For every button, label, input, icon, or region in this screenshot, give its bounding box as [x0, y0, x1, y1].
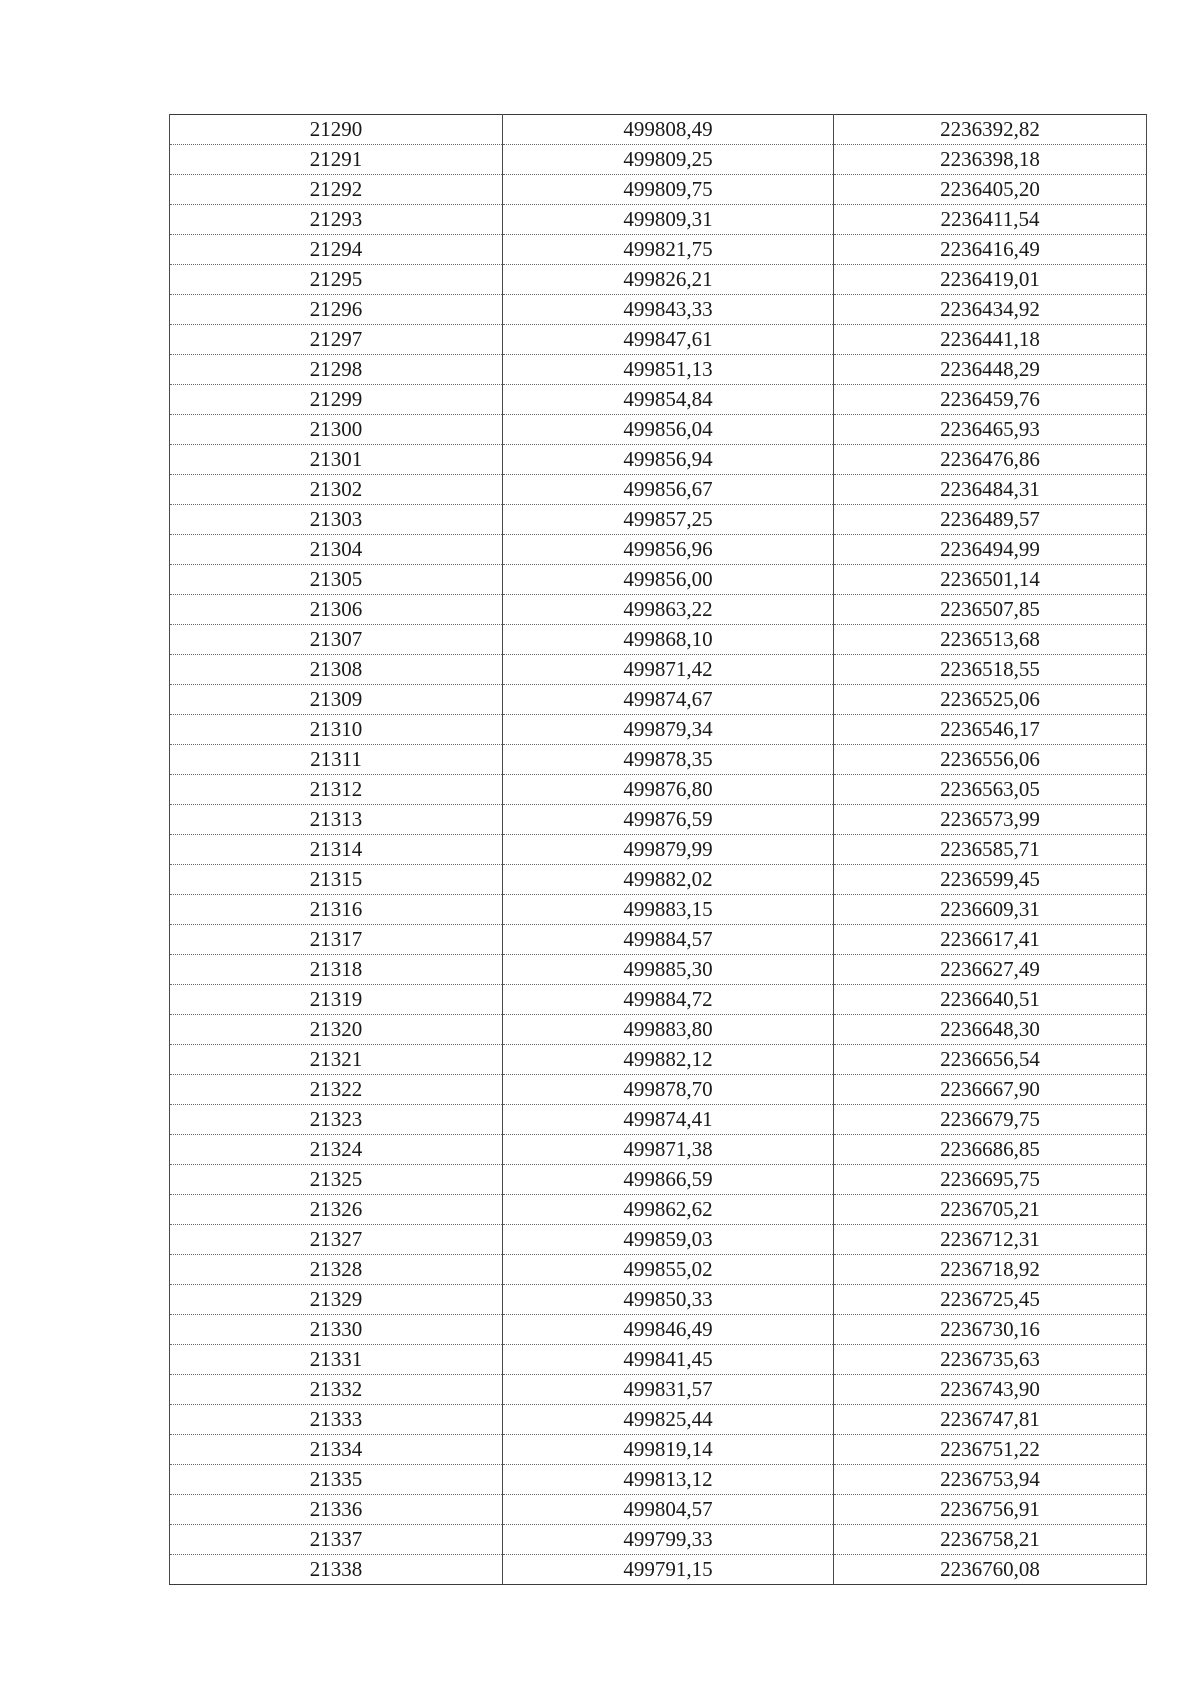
point-number-cell: 21323	[170, 1105, 503, 1135]
y-coordinate-cell: 2236411,54	[834, 205, 1147, 235]
table-row	[170, 1045, 1147, 1075]
x-coordinate-cell: 499879,34	[503, 715, 834, 745]
point-number-cell: 21304	[170, 535, 503, 565]
y-coordinate-cell: 2236513,68	[834, 625, 1147, 655]
x-coordinate-cell: 499859,03	[503, 1225, 834, 1255]
x-coordinate-cell: 499856,94	[503, 445, 834, 475]
y-coordinate-cell: 2236501,14	[834, 565, 1147, 595]
point-number-cell: 21317	[170, 925, 503, 955]
point-number-cell: 21324	[170, 1135, 503, 1165]
x-coordinate-cell: 499856,00	[503, 565, 834, 595]
x-coordinate-cell: 499809,75	[503, 175, 834, 205]
y-coordinate-cell: 2236747,81	[834, 1405, 1147, 1435]
x-coordinate-cell: 499871,38	[503, 1135, 834, 1165]
x-coordinate-cell: 499878,35	[503, 745, 834, 775]
table-row	[170, 745, 1147, 775]
table-row	[170, 325, 1147, 355]
table-row	[170, 415, 1147, 445]
x-coordinate-cell: 499846,49	[503, 1315, 834, 1345]
x-coordinate-cell: 499884,72	[503, 985, 834, 1015]
point-number-cell: 21293	[170, 205, 503, 235]
table-row	[170, 715, 1147, 745]
point-number-cell: 21309	[170, 685, 503, 715]
point-number-cell: 21338	[170, 1555, 503, 1585]
y-coordinate-cell: 2236753,94	[834, 1465, 1147, 1495]
y-coordinate-cell: 2236405,20	[834, 175, 1147, 205]
table-row	[170, 175, 1147, 205]
point-number-cell: 21326	[170, 1195, 503, 1225]
point-number-cell: 21314	[170, 835, 503, 865]
point-number-cell: 21335	[170, 1465, 503, 1495]
point-number-cell: 21311	[170, 745, 503, 775]
point-number-cell: 21325	[170, 1165, 503, 1195]
y-coordinate-cell: 2236656,54	[834, 1045, 1147, 1075]
y-coordinate-cell: 2236476,86	[834, 445, 1147, 475]
y-coordinate-cell: 2236725,45	[834, 1285, 1147, 1315]
x-coordinate-cell: 499856,04	[503, 415, 834, 445]
y-coordinate-cell: 2236751,22	[834, 1435, 1147, 1465]
table-row	[170, 475, 1147, 505]
x-coordinate-cell: 499882,12	[503, 1045, 834, 1075]
table-row	[170, 1165, 1147, 1195]
x-coordinate-cell: 499826,21	[503, 265, 834, 295]
x-coordinate-cell: 499809,25	[503, 145, 834, 175]
y-coordinate-cell: 2236627,49	[834, 955, 1147, 985]
y-coordinate-cell: 2236563,05	[834, 775, 1147, 805]
x-coordinate-cell: 499831,57	[503, 1375, 834, 1405]
table-row	[170, 1285, 1147, 1315]
y-coordinate-cell: 2236667,90	[834, 1075, 1147, 1105]
x-coordinate-cell: 499885,30	[503, 955, 834, 985]
x-coordinate-cell: 499799,33	[503, 1525, 834, 1555]
table-row	[170, 445, 1147, 475]
table-row	[170, 865, 1147, 895]
y-coordinate-cell: 2236494,99	[834, 535, 1147, 565]
y-coordinate-cell: 2236705,21	[834, 1195, 1147, 1225]
x-coordinate-cell: 499884,57	[503, 925, 834, 955]
table-row	[170, 1435, 1147, 1465]
x-coordinate-cell: 499855,02	[503, 1255, 834, 1285]
table-row	[170, 205, 1147, 235]
x-coordinate-cell: 499868,10	[503, 625, 834, 655]
x-coordinate-cell: 499808,49	[503, 115, 834, 145]
point-number-cell: 21319	[170, 985, 503, 1015]
table-row	[170, 1405, 1147, 1435]
point-number-cell: 21296	[170, 295, 503, 325]
point-number-cell: 21306	[170, 595, 503, 625]
table-row	[170, 265, 1147, 295]
table-row	[170, 565, 1147, 595]
table-row	[170, 535, 1147, 565]
y-coordinate-cell: 2236718,92	[834, 1255, 1147, 1285]
point-number-cell: 21330	[170, 1315, 503, 1345]
x-coordinate-cell: 499883,15	[503, 895, 834, 925]
x-coordinate-cell: 499825,44	[503, 1405, 834, 1435]
point-number-cell: 21328	[170, 1255, 503, 1285]
table-row	[170, 925, 1147, 955]
y-coordinate-cell: 2236599,45	[834, 865, 1147, 895]
y-coordinate-cell: 2236489,57	[834, 505, 1147, 535]
x-coordinate-cell: 499813,12	[503, 1465, 834, 1495]
point-number-cell: 21327	[170, 1225, 503, 1255]
table-row	[170, 775, 1147, 805]
y-coordinate-cell: 2236416,49	[834, 235, 1147, 265]
y-coordinate-cell: 2236484,31	[834, 475, 1147, 505]
table-row	[170, 145, 1147, 175]
table-row	[170, 1105, 1147, 1135]
table-row	[170, 235, 1147, 265]
x-coordinate-cell: 499850,33	[503, 1285, 834, 1315]
x-coordinate-cell: 499866,59	[503, 1165, 834, 1195]
table-row	[170, 1135, 1147, 1165]
point-number-cell: 21334	[170, 1435, 503, 1465]
point-number-cell: 21298	[170, 355, 503, 385]
y-coordinate-cell: 2236648,30	[834, 1015, 1147, 1045]
y-coordinate-cell: 2236609,31	[834, 895, 1147, 925]
y-coordinate-cell: 2236465,93	[834, 415, 1147, 445]
table-row	[170, 1525, 1147, 1555]
y-coordinate-cell: 2236525,06	[834, 685, 1147, 715]
point-number-cell: 21300	[170, 415, 503, 445]
x-coordinate-cell: 499851,13	[503, 355, 834, 385]
x-coordinate-cell: 499879,99	[503, 835, 834, 865]
y-coordinate-cell: 2236743,90	[834, 1375, 1147, 1405]
x-coordinate-cell: 499882,02	[503, 865, 834, 895]
y-coordinate-cell: 2236507,85	[834, 595, 1147, 625]
point-number-cell: 21332	[170, 1375, 503, 1405]
y-coordinate-cell: 2236679,75	[834, 1105, 1147, 1135]
point-number-cell: 21322	[170, 1075, 503, 1105]
y-coordinate-cell: 2236441,18	[834, 325, 1147, 355]
coordinates-table	[169, 114, 1147, 1585]
point-number-cell: 21336	[170, 1495, 503, 1525]
x-coordinate-cell: 499863,22	[503, 595, 834, 625]
point-number-cell: 21337	[170, 1525, 503, 1555]
point-number-cell: 21320	[170, 1015, 503, 1045]
x-coordinate-cell: 499871,42	[503, 655, 834, 685]
coordinates-table-body	[170, 115, 1147, 1585]
table-row	[170, 1255, 1147, 1285]
point-number-cell: 21308	[170, 655, 503, 685]
point-number-cell: 21316	[170, 895, 503, 925]
point-number-cell: 21312	[170, 775, 503, 805]
x-coordinate-cell: 499876,80	[503, 775, 834, 805]
point-number-cell: 21301	[170, 445, 503, 475]
table-row	[170, 955, 1147, 985]
x-coordinate-cell: 499856,96	[503, 535, 834, 565]
y-coordinate-cell: 2236392,82	[834, 115, 1147, 145]
y-coordinate-cell: 2236760,08	[834, 1555, 1147, 1585]
x-coordinate-cell: 499857,25	[503, 505, 834, 535]
table-row	[170, 505, 1147, 535]
point-number-cell: 21313	[170, 805, 503, 835]
table-row	[170, 655, 1147, 685]
y-coordinate-cell: 2236758,21	[834, 1525, 1147, 1555]
point-number-cell: 21318	[170, 955, 503, 985]
table-row	[170, 355, 1147, 385]
table-row	[170, 1555, 1147, 1585]
table-row	[170, 985, 1147, 1015]
x-coordinate-cell: 499819,14	[503, 1435, 834, 1465]
table-row	[170, 385, 1147, 415]
x-coordinate-cell: 499878,70	[503, 1075, 834, 1105]
x-coordinate-cell: 499843,33	[503, 295, 834, 325]
point-number-cell: 21292	[170, 175, 503, 205]
table-row	[170, 895, 1147, 925]
x-coordinate-cell: 499791,15	[503, 1555, 834, 1585]
x-coordinate-cell: 499809,31	[503, 205, 834, 235]
table-row	[170, 1075, 1147, 1105]
x-coordinate-cell: 499883,80	[503, 1015, 834, 1045]
point-number-cell: 21295	[170, 265, 503, 295]
x-coordinate-cell: 499876,59	[503, 805, 834, 835]
table-row	[170, 1195, 1147, 1225]
table-row	[170, 1315, 1147, 1345]
point-number-cell: 21290	[170, 115, 503, 145]
y-coordinate-cell: 2236730,16	[834, 1315, 1147, 1345]
table-row	[170, 1495, 1147, 1525]
point-number-cell: 21331	[170, 1345, 503, 1375]
point-number-cell: 21303	[170, 505, 503, 535]
point-number-cell: 21310	[170, 715, 503, 745]
x-coordinate-cell: 499821,75	[503, 235, 834, 265]
point-number-cell: 21302	[170, 475, 503, 505]
y-coordinate-cell: 2236686,85	[834, 1135, 1147, 1165]
x-coordinate-cell: 499874,41	[503, 1105, 834, 1135]
y-coordinate-cell: 2236459,76	[834, 385, 1147, 415]
x-coordinate-cell: 499841,45	[503, 1345, 834, 1375]
x-coordinate-cell: 499804,57	[503, 1495, 834, 1525]
x-coordinate-cell: 499856,67	[503, 475, 834, 505]
y-coordinate-cell: 2236419,01	[834, 265, 1147, 295]
x-coordinate-cell: 499862,62	[503, 1195, 834, 1225]
table-row	[170, 115, 1147, 145]
point-number-cell: 21307	[170, 625, 503, 655]
y-coordinate-cell: 2236640,51	[834, 985, 1147, 1015]
point-number-cell: 21294	[170, 235, 503, 265]
point-number-cell: 21315	[170, 865, 503, 895]
table-row	[170, 1465, 1147, 1495]
table-row	[170, 1345, 1147, 1375]
point-number-cell: 21291	[170, 145, 503, 175]
x-coordinate-cell: 499847,61	[503, 325, 834, 355]
table-row	[170, 835, 1147, 865]
table-row	[170, 685, 1147, 715]
point-number-cell: 21333	[170, 1405, 503, 1435]
y-coordinate-cell: 2236398,18	[834, 145, 1147, 175]
point-number-cell: 21299	[170, 385, 503, 415]
y-coordinate-cell: 2236518,55	[834, 655, 1147, 685]
table-row	[170, 1375, 1147, 1405]
x-coordinate-cell: 499854,84	[503, 385, 834, 415]
table-row	[170, 295, 1147, 325]
y-coordinate-cell: 2236556,06	[834, 745, 1147, 775]
point-number-cell: 21329	[170, 1285, 503, 1315]
y-coordinate-cell: 2236712,31	[834, 1225, 1147, 1255]
x-coordinate-cell: 499874,67	[503, 685, 834, 715]
y-coordinate-cell: 2236448,29	[834, 355, 1147, 385]
table-row	[170, 1225, 1147, 1255]
table-row	[170, 595, 1147, 625]
y-coordinate-cell: 2236434,92	[834, 295, 1147, 325]
y-coordinate-cell: 2236585,71	[834, 835, 1147, 865]
y-coordinate-cell: 2236546,17	[834, 715, 1147, 745]
y-coordinate-cell: 2236573,99	[834, 805, 1147, 835]
y-coordinate-cell: 2236617,41	[834, 925, 1147, 955]
point-number-cell: 21321	[170, 1045, 503, 1075]
table-row	[170, 805, 1147, 835]
table-row	[170, 1015, 1147, 1045]
y-coordinate-cell: 2236695,75	[834, 1165, 1147, 1195]
point-number-cell: 21305	[170, 565, 503, 595]
table-row	[170, 625, 1147, 655]
point-number-cell: 21297	[170, 325, 503, 355]
y-coordinate-cell: 2236735,63	[834, 1345, 1147, 1375]
y-coordinate-cell: 2236756,91	[834, 1495, 1147, 1525]
